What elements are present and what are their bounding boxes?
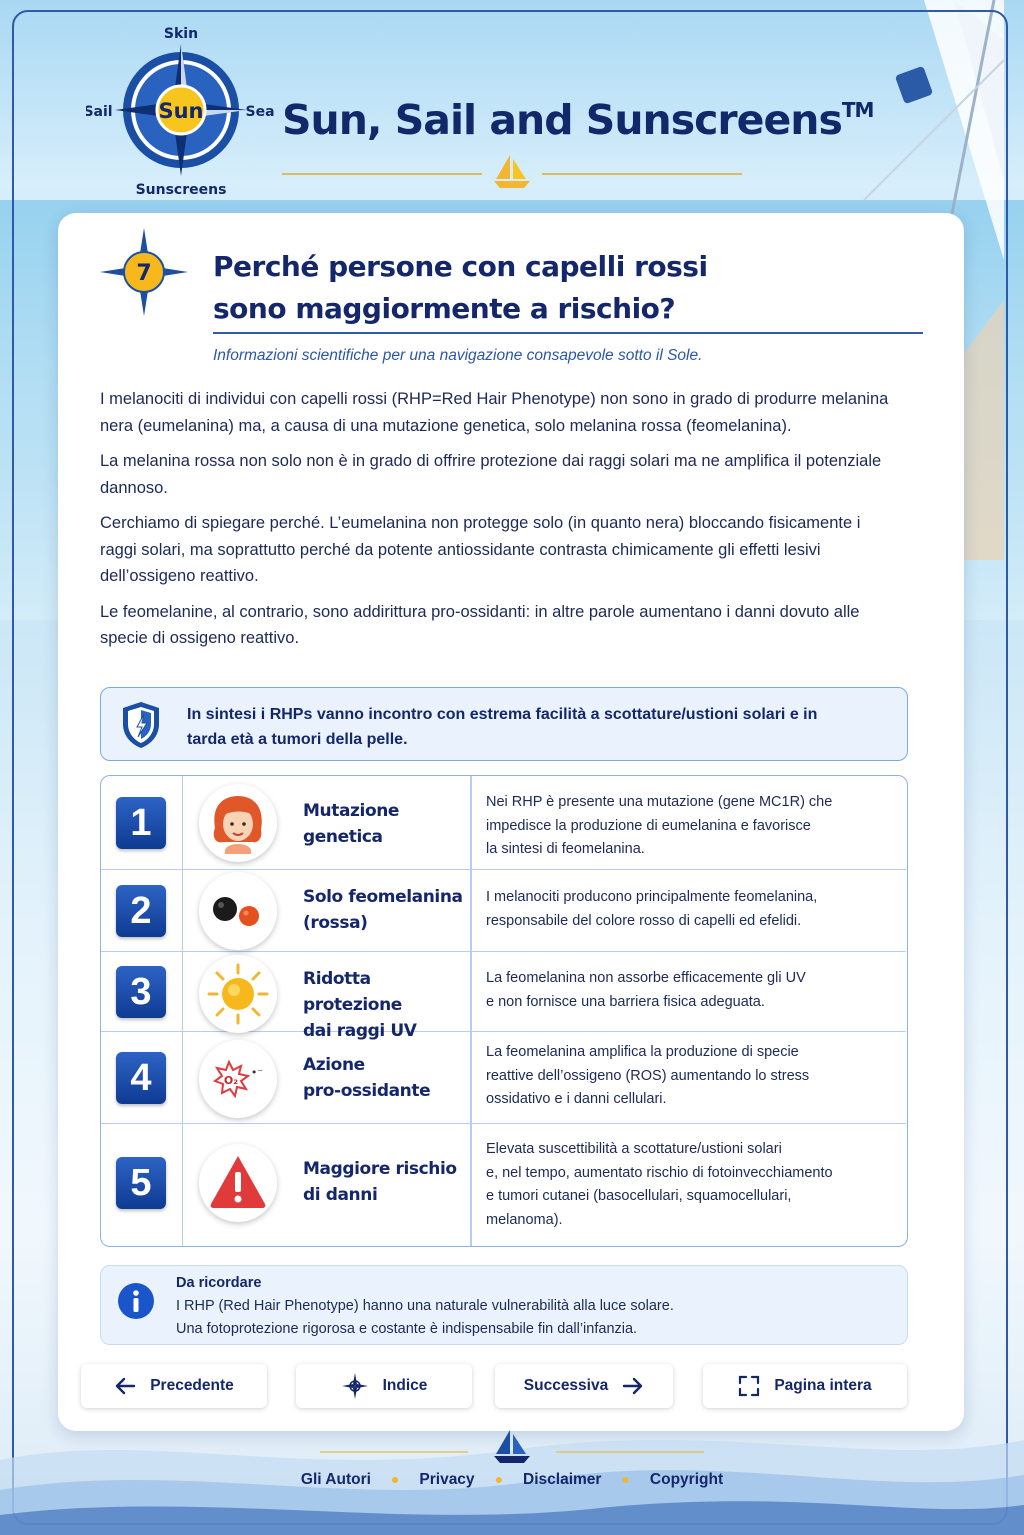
page-number: 7 [136,261,152,286]
row-label: Mutazione genetica [303,801,400,847]
previous-button[interactable] [81,1364,267,1408]
footer-link-privacy[interactable]: Privacy [419,1471,475,1488]
paragraph: Cerchiamo di spiegare perché. L’eumelanina non protegge solo (in quanto nera) bloccando fisicamente i raggi solari, ma soprattutto perché da potente antiossidante contrasta chimicamente gli effetti lesivi dell’ossigeno reattivo. [100,514,861,585]
remember-callout [100,1265,908,1345]
svg-text:Skin: Skin [163,26,199,42]
svg-text:•⁻: •⁻ [250,1066,264,1079]
shield-icon [119,700,163,750]
paragraph: La melanina rossa non solo non è in grado di offrire protezione dai raggi solari ma ne amplifica il potenziale dannoso. [100,452,882,497]
red-hair-face-icon [199,784,277,862]
footer-sailboat-icon [320,1428,704,1468]
svg-text:Sun: Sun [158,99,204,123]
next-button[interactable] [495,1364,673,1408]
svg-text:Sea: Sea [245,104,275,120]
table-row [101,776,906,870]
footer-link-copyright[interactable]: Copyright [649,1471,724,1488]
compass-icon [341,1372,369,1400]
facts-table [100,775,908,1247]
info-icon [117,1282,155,1320]
index-button[interactable] [296,1364,472,1408]
remember-heading: Da ricordare [176,1275,262,1291]
arrow-left-icon [114,1376,136,1396]
oxygen-radical-icon [199,1040,277,1118]
sun-icon [199,955,277,1033]
row-label: Maggiore rischio di danni [303,1159,457,1205]
footer-separator-dot: ● [390,1471,400,1487]
fullpage-label: Pagina intera [774,1377,872,1394]
warning-icon [199,1144,277,1222]
summary-text: In sintesi i RHPs vanno incontro con estrema facilità a scottature/ustioni solari e in tarda età a tumori della pelle. [187,706,818,748]
remember-line: I RHP (Red Hair Phenotype) hanno una naturale vulnerabilità alla luce solare. [176,1298,674,1314]
fullpage-button[interactable] [703,1364,907,1408]
footer-links [0,1471,1024,1489]
brand-logo[interactable] [86,22,276,202]
svg-text:Sail: Sail [86,104,113,120]
row-label: Azione pro-ossidante [303,1055,431,1101]
page-subtitle: Informazioni scientifiche per una navigazione consapevole sotto il Sole. [213,347,703,364]
expand-icon [738,1375,760,1397]
row-description: La feomelanina non assorbe efficacemente gli UV e non fornisce una barriera fisica adeguata. [486,970,806,1010]
trademark-mark: TM [841,98,874,122]
compass-logo-icon [86,22,276,202]
row-label: Ridotta protezione dai raggi UV [303,969,417,1041]
row-description: I melanociti producono principalmente feomelanina, responsabile del colore rosso di capelli ed efelidi. [486,889,818,929]
table-row [101,870,906,952]
melanin-dots-icon [199,872,277,950]
body-text [100,386,900,661]
footer-separator-dot: ● [494,1471,504,1487]
row-description: Nei RHP è presente una mutazione (gene MC1R) che impedisce la produzione di eumelanina e favorisce la sintesi di feomelanina. [486,794,833,857]
footer-link-authors[interactable]: Gli Autori [300,1471,371,1488]
row-number: 3 [116,966,166,1018]
footer-link-disclaimer[interactable]: Disclaimer [523,1471,602,1488]
paragraph: Le feomelanine, al contrario, sono addirittura pro-ossidanti: in altre parole aumentano i danni dovuto alle specie di ossigeno reattivo. [100,602,860,647]
arrow-right-icon [622,1376,644,1396]
row-number: 5 [116,1157,166,1209]
summary-callout [100,687,908,761]
svg-text:Sunscreens: Sunscreens [135,182,227,198]
page-number-compass-icon [100,228,188,316]
row-description: Elevata suscettibilità a scottature/ustioni solari e, nel tempo, aumentato rischio di fotoinvecchiamento e tumori cutanei (basocellulari, squamocellulari, melanoma). [486,1141,833,1228]
previous-label: Precedente [150,1377,234,1394]
row-number: 1 [116,797,166,849]
page-title: Perché persone con capelli rossi sono maggiormente a rischio? [213,250,708,325]
row-description: La feomelanina amplifica la produzione di specie reattive dell’ossigeno (ROS) aumentando lo stress ossidativo e i danni cellulari. [486,1044,810,1107]
row-number: 4 [116,1052,166,1104]
row-label: Solo feomelanina (rossa) [303,887,463,933]
brand-title: Sun, Sail and Sunscreens™ [282,96,874,144]
row-number: 2 [116,885,166,937]
index-label: Indice [382,1377,428,1394]
table-row [101,1032,906,1124]
remember-line: Una fotoprotezione rigorosa e costante è indispensabile fin dall’infanzia. [176,1321,638,1337]
paragraph: I melanociti di individui con capelli rossi (RHP=Red Hair Phenotype) non sono in grado di produrre melanina nera (eumelanina) ma, a causa di una mutazione genetica, solo melanina rossa (feomelanina). [100,390,889,435]
title-underline [213,332,923,334]
svg-text:O₂: O₂ [223,1074,239,1087]
table-row [101,1124,906,1246]
next-label: Successiva [523,1377,609,1394]
table-row [101,952,906,1041]
sailboat-divider-icon [282,153,742,193]
footer-separator-dot: ● [621,1471,630,1487]
